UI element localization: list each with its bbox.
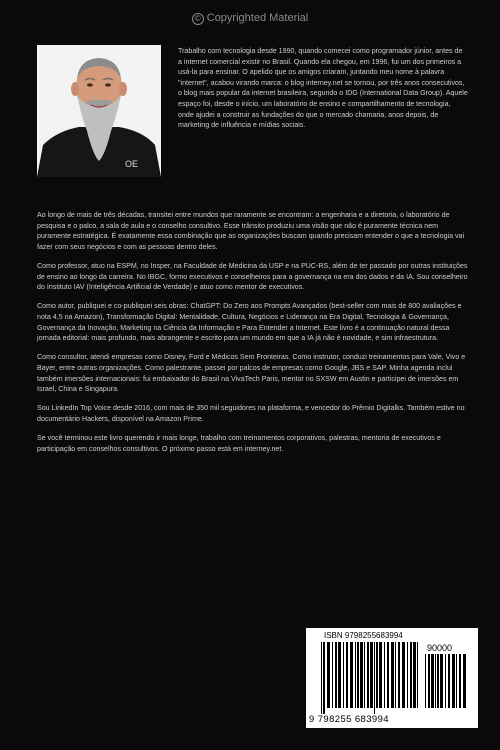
- barcode-digits: 9 798255 683994: [309, 714, 389, 725]
- copyright-icon: ©: [192, 13, 204, 25]
- author-photo: [37, 45, 161, 177]
- isbn-label: ISBN 9798255683994: [324, 631, 403, 640]
- author-portrait-image: [37, 45, 161, 177]
- paragraph: Ao longo de mais de três décadas, transitei entre mundos que raramente se encontram: a engenharia e a diretoria, o laboratório de pesquisa e o palco, a sala de aula e o conselho consultivo. Esse trânsito produziu uma visão que não é puramente técnica nem puramente estratégica. É exatamente essa combinação que as organizações buscam quando precisam entender o que a tecnologia vai fazer com seus negócios e com as pessoas dentro deles.: [37, 211, 465, 251]
- paragraph: Se você terminou este livro querendo ir mais longe, trabalho com treinamentos corporativos, palestras, mentoria de executivos e participação em conselhos consultivos. O próximo passo está em interney.net.: [37, 434, 441, 453]
- copyright-watermark: [0, 12, 500, 25]
- paragraph: Sou LinkedIn Top Voice desde 2016, com mais de 350 mil seguidores na plataforma, e vencedor do Prêmio Digitalks. Também estive no documentário Hackers, disponível na Amazon Prime.: [37, 404, 465, 423]
- paragraph: Como consultor, atendi empresas como Disney, Ford e Médicos Sem Fronteiras. Como instrutor, conduzi treinamentos para Vale, Vivo e Bayer, entre outras organizações. Como palestrante, passei por palcos de empresas como Google, JBS e SAP. Minha agenda inclui também imersões internacionais: fui embaixador do Brasil na VivaTech Paris, mentor no SXSW em Austin e participei de imersões em Israel, China e Singapura.: [37, 353, 466, 394]
- svg-text:OE: OE: [125, 159, 139, 169]
- addon-barcode-bars-icon: [424, 654, 468, 714]
- isbn-barcode: [306, 628, 478, 728]
- paragraph: Como professor, atuo na ESPM, no Insper, na Faculdade de Medicina da USP e na PUC-RS, além de ter passado por outras instituições de ensino ao longo da carreira. No IBGC, formo executivos e conselheiros para a governança na era dos dados e da IA. Sou conselheiro do Instituto IAV (Inteligência Artificial de Verdade) e atuo como mentor de executivos.: [37, 261, 468, 292]
- back-cover-text: [37, 210, 469, 463]
- barcode-bars-icon: [320, 642, 420, 714]
- paragraph: Como autor, publiquei e co-publiquei seis obras: ChatGPT: Do Zero aos Prompts Avançados (best-seller com mais de 800 avaliações e nota 4,5 na Amazon), Transformação Digital: Mentalidade, Cultura, Negócios e Liderança na Era Digital, Tecnologia & Governança, Governança da Inovação, Marketing na Ciência da Informação e Para Entender a Internet. Este livro é a continuação natural dessa jornada editorial: mais profundo, mais abrangente e escrito para um mundo em que a IA já não é novidade, e sim infraestrutura.: [37, 302, 462, 343]
- price-code: 90000: [427, 643, 453, 653]
- author-bio: Trabalho com tecnologia desde 1990, quando comecei como programador júnior, antes de a internet comercial existir no Brasil. Quando ela chegou, em 1996, fui um dos primeiros a usá-la para ensinar. O apelido que os amigos criaram, juntando meu nome à palavra "internet", acabou virando marca: o blog interney.net se tornou, por três anos consecutivos, o blog mais popular da internet brasileira, segundo o IDG (International Data Group). Aquele espaço foi, desde o início, um laboratório de ensino e compartilhamento de tecnologia, onde ajudei a construir as fundações do que o mercado chamaria, anos depois, de marketing de influência e mídias sociais.: [178, 47, 468, 130]
- watermark-text: Copyrighted Material: [206, 12, 309, 24]
